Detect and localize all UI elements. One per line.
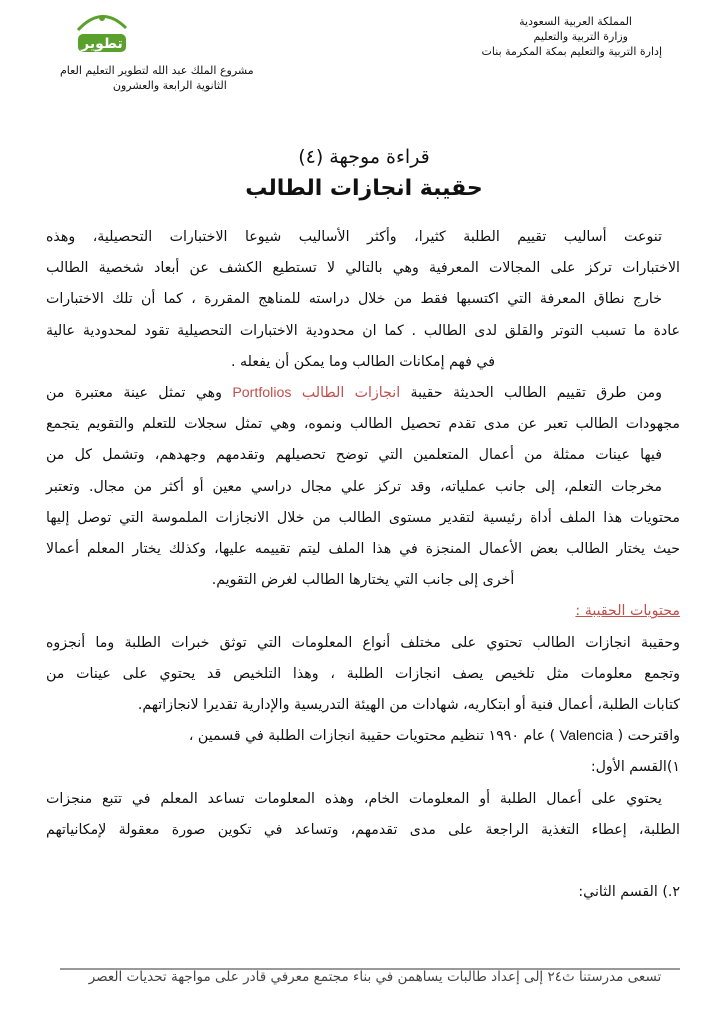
paragraph-line: في فهم إمكانات الطالب وما يمكن أن يفعله . (231, 353, 495, 370)
paragraph-line: مخرجات التعلم، إلى جانب عملياته، وقد تركز علي مجال دراسي معين أو أكثر من مجال. وتعتبر (46, 478, 662, 495)
part2-heading: ٢.) القسم الثاني: (578, 884, 680, 901)
text-run: واقترحت ( (617, 728, 680, 745)
header-kingdom: المملكة العربية السعودية (519, 15, 632, 28)
highlight-term: انجازات الطالب (301, 385, 401, 402)
paragraph-line: كتابات الطلبة، أعمال فنية أو ابتكاريه، شهادات من الهيئة التدريسية والإدارية تقديرا لانجازاتهم. (137, 697, 680, 714)
paragraph-line: وحقيبة انجازات الطالب تحتوي على مختلف أنواع المعلومات التي توثق خبرات الطلبة وما أنجزوه (46, 634, 680, 651)
document-body (46, 222, 680, 908)
text-run: ومن طرق تقييم الطالب الحديثة حقيبة (410, 385, 662, 402)
paragraph-line: الطلبة، إعطاء التغذية الراجعة على مدى تقدمهم، وتساعد في تكوين صورة معقولة لإمكانياتهم (46, 821, 680, 838)
paragraph-line: يحتوي على أعمال الطلبة أو المعلومات الخام، وهذه المعلومات تساعد المعلم في تتبع منجزات (46, 790, 662, 807)
tatweer-logo-icon (72, 10, 132, 60)
section-title: محتويات الحقيبة : (575, 603, 680, 620)
paragraph-line: مجهودات الطالب تعبر عن مدى تقدم تحصيل الطالب ونموه، وهي تمثل سجلات للتعلم والتقويم يتجمع (46, 416, 680, 433)
latin-term: Valencia (559, 728, 614, 745)
header-ministry (482, 14, 662, 59)
header-school: الثانوية الرابعة والعشرون (112, 79, 227, 92)
paragraph-line: حيث يختار الطالب بعض الأعمال المنجزة في هذا الملف ليتم تقييمه عليها، وكذلك يختار المعلم أعمالا (46, 541, 680, 558)
paragraph-line: وتجمع معلومات مثل تلخيص يصف انجازات الطلبة ، وهذا التلخيص قد يحتوي على عينات من (46, 665, 680, 682)
paragraph-line (46, 721, 680, 752)
header-department: إدارة التربية والتعليم بمكة المكرمة بنات (481, 45, 662, 58)
paragraph-line: أخرى إلى جانب التي يختارها الطالب لغرض التقويم. (211, 572, 515, 589)
page-subtitle: قراءة موجهة (٤) (298, 146, 430, 168)
paragraph-line: محتويات هذا الملف أداة رئيسية لتقدير مستوى الطالب من خلال الانجازات الملموسة التي توصل إليها (46, 509, 680, 526)
paragraph-line: خارج نطاق المعرفة التي اكتسبها فقط من خلال دراسته للمناهج المقررة ، كما أن تلك الاختبارات (46, 291, 662, 308)
paragraph-line: الاختبارات تركز على المجالات المعرفية وهي بالتالي لا تستطيع الكشف عن أبعاد شخصية الطالب (46, 260, 680, 277)
section-heading (46, 596, 680, 627)
paragraph-line: تنوعت أساليب تقييم الطلبة كثيرا، وأكثر الأساليب شيوعا الاختبارات التحصيلية، وهذه (46, 229, 662, 245)
header-project (60, 63, 254, 93)
header-project-name: مشروع الملك عبد الله لتطوير التعليم العام (60, 64, 254, 77)
paragraph-line (46, 378, 680, 409)
header-ministry-name: وزارة التربية والتعليم (533, 30, 628, 43)
text-run: وهي تمثل عينة معتبرة من (46, 385, 222, 402)
part1-heading: ١)القسم الأول: (590, 759, 680, 776)
footer-motto: تسعى مدرستنا ث٢٤ إلى إعداد طالبات يساهمن في بناء مجتمع معرفي قادر على مواجهة تحديات العصر (88, 969, 662, 985)
latin-term: Portfolios (232, 385, 292, 402)
paragraph-line: فيها عينات ممثلة من أعمال المتعلمين التي توضح تحصيلهم وتقدمهم وجهدهم، وتشمل كل من (46, 447, 662, 464)
logo-text: تطوير (81, 36, 123, 52)
text-run: ) عام ١٩٩٠ تنظيم محتويات حقيبة انجازات الطلبة في قسمين ، (188, 728, 556, 745)
page-title: حقيبة انجازات الطالب (245, 176, 483, 201)
paragraph-line: عادة ما تسبب التوتر والقلق لدى الطالب . كما ان محدودية الاختبارات التحصيلية تقود لمحدودية عالية (46, 322, 680, 339)
paragraph-spacer (46, 846, 680, 877)
